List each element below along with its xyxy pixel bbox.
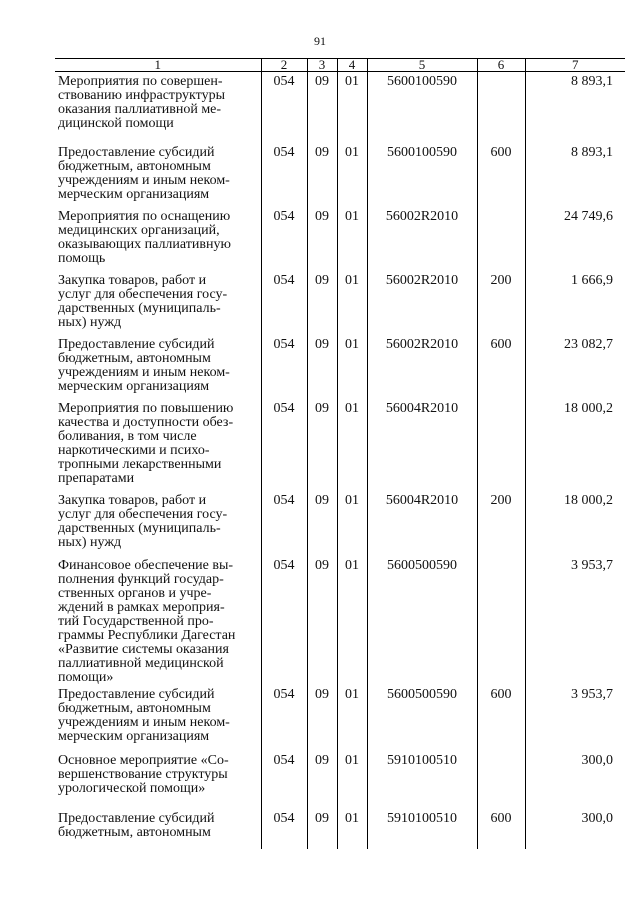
row-amount: 18 000,2 — [525, 491, 625, 556]
table-row — [55, 72, 625, 144]
row-code-ministry: 054 — [261, 751, 307, 809]
row-code-subsection: 01 — [337, 271, 367, 335]
row-code-expense-type — [477, 207, 525, 271]
row-code-ministry: 054 — [261, 335, 307, 399]
budget-table — [55, 58, 625, 849]
row-code-section: 09 — [307, 271, 337, 335]
table-row — [55, 207, 625, 271]
row-code-target: 5600500590 — [367, 685, 477, 751]
row-code-ministry: 054 — [261, 685, 307, 751]
row-code-subsection: 01 — [337, 685, 367, 751]
row-name: Мероприятия по оснащению медицинских организаций, оказывающих паллиативную помощь — [58, 209, 231, 266]
row-code-section: 09 — [307, 491, 337, 556]
row-name: Финансовое обеспечение вы- полнения функций государ- ственных органов и учре- ждений в рамках мероприя- тий Государственной про- граммы Республики Дагестан «Развитие системы оказания паллиативной медицинской помощи» — [58, 558, 236, 685]
row-code-expense-type — [477, 751, 525, 809]
row-name: Основное мероприятие «Со- вершенствование структуры урологической помощи» — [58, 753, 229, 796]
row-code-subsection: 01 — [337, 335, 367, 399]
row-code-section: 09 — [307, 556, 337, 685]
table-row — [55, 271, 625, 335]
row-code-ministry: 054 — [261, 556, 307, 685]
row-code-section: 09 — [307, 335, 337, 399]
row-name: Мероприятия по повышению качества и доступности обез- боливания, в том числе наркотическими и психо- тропными лекарственными препаратами — [58, 401, 234, 486]
table-row — [55, 399, 625, 491]
row-code-subsection: 01 — [337, 809, 367, 849]
row-code-expense-type: 600 — [477, 809, 525, 849]
row-code-expense-type: 200 — [477, 491, 525, 556]
row-code-section: 09 — [307, 685, 337, 751]
row-code-expense-type: 600 — [477, 335, 525, 399]
table-row — [55, 556, 625, 685]
row-code-ministry: 054 — [261, 491, 307, 556]
row-code-expense-type: 600 — [477, 143, 525, 207]
row-code-section: 09 — [307, 207, 337, 271]
row-name: Закупка товаров, работ и услуг для обеспечения госу- дарственных (муниципаль- ных) нужд — [58, 493, 228, 550]
row-code-target: 56002R2010 — [367, 271, 477, 335]
column-header-3: 3 — [307, 59, 337, 72]
row-amount: 3 953,7 — [525, 685, 625, 751]
table-row — [55, 685, 625, 751]
row-amount: 8 893,1 — [525, 72, 625, 144]
row-code-target: 5600100590 — [367, 143, 477, 207]
row-name: Предоставление субсидий бюджетным, автономным учреждениям и иным неком- мерческим организациям — [58, 145, 230, 202]
page-number: 91 — [314, 34, 326, 48]
row-code-section: 09 — [307, 143, 337, 207]
row-amount: 3 953,7 — [525, 556, 625, 685]
column-header-7: 7 — [525, 59, 625, 72]
table-row — [55, 143, 625, 207]
row-code-ministry: 054 — [261, 207, 307, 271]
row-code-ministry: 054 — [261, 809, 307, 849]
row-code-subsection: 01 — [337, 751, 367, 809]
row-name: Мероприятия по совершен- ствованию инфраструктуры оказания паллиативной ме- дицинской помощи — [58, 74, 225, 131]
row-amount: 300,0 — [525, 809, 625, 849]
row-amount: 24 749,6 — [525, 207, 625, 271]
column-header-5: 5 — [367, 59, 477, 72]
row-code-section: 09 — [307, 72, 337, 144]
column-header-6: 6 — [477, 59, 525, 72]
row-code-subsection: 01 — [337, 72, 367, 144]
row-name: Предоставление субсидий бюджетным, автономным учреждениям и иным неком- мерческим организациям — [58, 687, 230, 744]
row-code-subsection: 01 — [337, 143, 367, 207]
table-body — [55, 72, 625, 850]
row-code-subsection: 01 — [337, 491, 367, 556]
row-code-ministry: 054 — [261, 143, 307, 207]
row-code-section: 09 — [307, 809, 337, 849]
row-name: Предоставление субсидий бюджетным, автономным учреждениям и иным неком- мерческим организациям — [58, 337, 230, 394]
row-code-target: 5600100590 — [367, 72, 477, 144]
row-name: Предоставление субсидий бюджетным, автономным — [58, 811, 215, 840]
row-amount: 23 082,7 — [525, 335, 625, 399]
row-code-target: 5910100510 — [367, 809, 477, 849]
row-code-target: 56004R2010 — [367, 399, 477, 491]
table-row — [55, 751, 625, 809]
row-code-ministry: 054 — [261, 72, 307, 144]
row-code-subsection: 01 — [337, 556, 367, 685]
table-header-row — [55, 59, 625, 72]
row-code-expense-type: 200 — [477, 271, 525, 335]
row-code-expense-type — [477, 72, 525, 144]
row-amount: 300,0 — [525, 751, 625, 809]
row-code-target: 56004R2010 — [367, 491, 477, 556]
row-code-ministry: 054 — [261, 271, 307, 335]
row-code-subsection: 01 — [337, 207, 367, 271]
table-row — [55, 335, 625, 399]
row-amount: 18 000,2 — [525, 399, 625, 491]
row-code-expense-type — [477, 556, 525, 685]
row-code-section: 09 — [307, 751, 337, 809]
row-code-expense-type — [477, 399, 525, 491]
row-code-ministry: 054 — [261, 399, 307, 491]
row-code-target: 5910100510 — [367, 751, 477, 809]
row-code-expense-type: 600 — [477, 685, 525, 751]
column-header-1: 1 — [55, 59, 261, 72]
table-row — [55, 809, 625, 849]
row-name: Закупка товаров, работ и услуг для обеспечения госу- дарственных (муниципаль- ных) нужд — [58, 273, 228, 330]
row-code-target: 56002R2010 — [367, 207, 477, 271]
column-header-4: 4 — [337, 59, 367, 72]
column-header-2: 2 — [261, 59, 307, 72]
row-code-target: 5600500590 — [367, 556, 477, 685]
row-amount: 1 666,9 — [525, 271, 625, 335]
row-code-target: 56002R2010 — [367, 335, 477, 399]
table-row — [55, 491, 625, 556]
row-code-section: 09 — [307, 399, 337, 491]
row-amount: 8 893,1 — [525, 143, 625, 207]
row-code-subsection: 01 — [337, 399, 367, 491]
